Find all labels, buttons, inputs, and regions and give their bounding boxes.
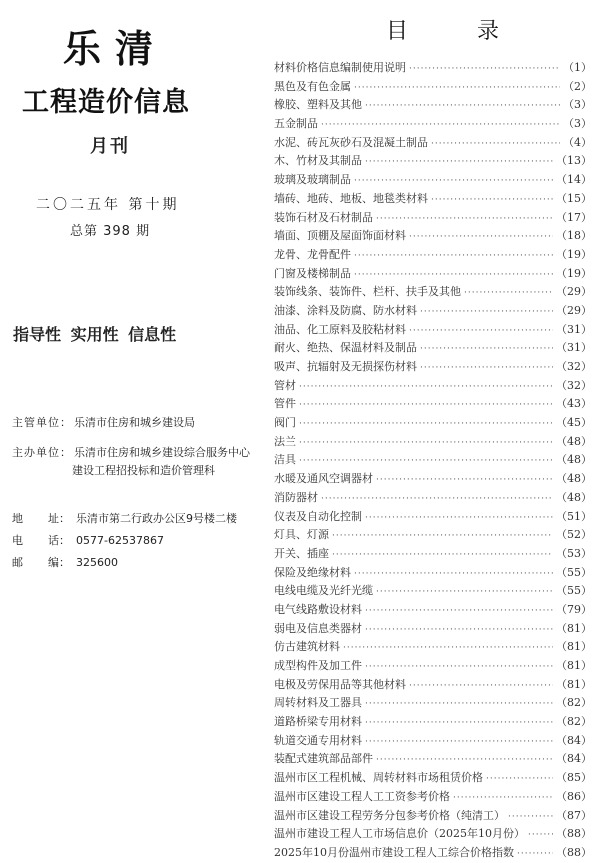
leader-dots: [420, 307, 553, 317]
publication-frequency: 月刊: [90, 136, 130, 157]
toc-entry-page: （48）: [556, 490, 592, 504]
toc-entry[interactable]: [274, 676, 592, 695]
toc-entry[interactable]: [274, 265, 592, 284]
leader-dots: [464, 288, 553, 298]
toc-entry-title: 装饰石材及石材制品: [274, 210, 373, 224]
toc-entry-title: 玻璃及玻璃制品: [274, 173, 351, 187]
toc-entry-title: 材料价格信息编制使用说明: [274, 61, 406, 74]
toc-entry-page: （81）: [556, 659, 592, 672]
toc-entry[interactable]: [274, 209, 592, 228]
toc-entry[interactable]: [274, 302, 592, 321]
toc-entry-title: 温州市区建设工程人工工资参考价格: [274, 789, 450, 803]
leader-dots: [365, 718, 553, 728]
toc-entry-title: 温州市区建设工程劳务分包参考价格（纯清工）: [274, 808, 505, 822]
address-info: [12, 510, 237, 526]
leader-dots: [365, 662, 553, 672]
toc-entry-page: （29）: [556, 303, 592, 317]
leader-dots: [299, 438, 553, 448]
toc-entry-page: （32）: [556, 378, 592, 392]
postcode-info: [12, 554, 118, 570]
toc-entry-title: 道路桥梁专用材料: [274, 715, 362, 729]
toc-entry-page: （3）: [563, 98, 592, 112]
leader-dots: [365, 625, 553, 635]
leader-dots: [321, 120, 560, 130]
toc-entry-title: 墙砖、地砖、地板、地毯类材料: [274, 191, 428, 205]
toc-entry[interactable]: [274, 283, 592, 302]
leader-dots: [431, 195, 553, 205]
toc-entry-page: （19）: [556, 266, 592, 280]
toc-entry-title: 黑色及有色金属: [274, 79, 351, 93]
toc-entry-page: （82）: [556, 696, 592, 710]
leader-dots: [365, 699, 553, 709]
toc-entry-page: （19）: [556, 247, 592, 261]
toc-entry-page: （53）: [556, 546, 592, 560]
toc-entry-page: （85）: [556, 771, 592, 785]
leader-dots: [299, 382, 553, 392]
toc-entry-page: （84）: [556, 752, 592, 766]
toc-entry-title: 吸声、抗辐射及无损探伤材料: [274, 360, 417, 373]
toc-entry-page: （14）: [556, 173, 592, 187]
toc-entry[interactable]: [274, 694, 592, 713]
toc-entry[interactable]: [274, 489, 592, 508]
toc-entry[interactable]: [274, 844, 592, 863]
toc-entry[interactable]: [274, 638, 592, 657]
supervisor-info: [12, 414, 195, 430]
toc-entry[interactable]: [274, 732, 592, 751]
toc-entry-page: （31）: [556, 322, 592, 336]
toc-entry-title: 温州市建设工程人工市场信息价（2025年10月份）: [274, 827, 525, 841]
toc-entry-title: 电线电缆及光纤光缆: [274, 584, 373, 598]
toc-entry-page: （29）: [556, 285, 592, 299]
toc-entry-page: （51）: [556, 509, 592, 523]
organizer-info: [12, 444, 250, 477]
postcode-value: 325600: [76, 556, 118, 569]
toc-entry-title: 周转材料及工器具: [274, 696, 362, 710]
toc-entry-page: （17）: [556, 210, 592, 224]
toc-entry-page: （2）: [563, 79, 592, 93]
toc-entry-title: 2025年10月份温州市建设工程人工综合价格指数: [274, 845, 514, 859]
phone-label-1: 电: [12, 534, 23, 547]
toc-entry-page: （43）: [556, 397, 592, 411]
postcode-label-1: 邮: [12, 556, 23, 569]
toc-entry[interactable]: [274, 227, 592, 246]
toc-entry-title: 五金制品: [274, 117, 318, 131]
toc-entry-page: （55）: [556, 565, 592, 579]
leader-dots: [453, 793, 553, 803]
toc-entry[interactable]: [274, 526, 592, 545]
address-label-2: 址：: [48, 512, 70, 525]
leader-dots: [365, 737, 553, 747]
toc-entry[interactable]: [274, 339, 592, 358]
toc-entry-page: （4）: [563, 135, 592, 149]
publication-subtitle: 工程造价信息: [22, 87, 190, 118]
leader-dots: [354, 83, 560, 93]
leader-dots: [528, 830, 553, 840]
supervisor-value: 乐清市住房和城乡建设局: [74, 416, 195, 429]
toc-entry-page: （55）: [556, 584, 592, 598]
toc-entry-title: 弱电及信息类器材: [274, 621, 362, 635]
toc-entry[interactable]: [274, 433, 592, 452]
toc-entry-page: （18）: [556, 229, 592, 243]
leader-dots: [354, 176, 553, 186]
toc-entry[interactable]: [274, 657, 592, 676]
toc-title: 目 录: [386, 19, 521, 44]
leader-dots: [486, 774, 553, 784]
leader-dots: [365, 157, 553, 167]
toc-entry-page: （48）: [556, 453, 592, 467]
toc-entry-title: 法兰: [274, 434, 296, 448]
toc-entry[interactable]: [274, 358, 592, 377]
toc-entry-page: （48）: [556, 472, 592, 486]
toc-entry[interactable]: [274, 601, 592, 620]
toc-entry-page: （88）: [556, 827, 592, 841]
leader-dots: [376, 587, 553, 597]
leader-dots: [332, 531, 553, 541]
issue-number: 二〇二五年 第十期: [36, 197, 180, 213]
toc-entry-title: 管材: [274, 378, 296, 392]
leader-dots: [409, 232, 553, 242]
organizer-value-line2: 建设工程招投标和造价管理科: [72, 464, 215, 477]
toc-entry[interactable]: [274, 171, 592, 190]
toc-entry[interactable]: [274, 508, 592, 527]
leader-dots: [321, 494, 553, 504]
toc-entry-title: 灯具、灯源: [274, 528, 329, 542]
toc-entry[interactable]: [274, 545, 592, 564]
toc-list: [274, 59, 592, 863]
toc-entry-title: 管件: [274, 397, 296, 411]
toc-entry[interactable]: [274, 825, 592, 844]
leader-dots: [299, 419, 553, 429]
toc-entry[interactable]: [274, 395, 592, 414]
toc-entry-page: （52）: [556, 528, 592, 542]
toc-entry-page: （84）: [556, 733, 592, 747]
leader-dots: [409, 64, 560, 74]
toc-entry-title: 阀门: [274, 416, 296, 430]
toc-entry-title: 洁具: [274, 453, 296, 467]
address-label-1: 地: [12, 512, 23, 525]
toc-entry-title: 轨道交通专用材料: [274, 733, 362, 747]
toc-entry-page: （79）: [556, 602, 592, 616]
toc-entry-title: 门窗及楼梯制品: [274, 266, 351, 280]
leader-dots: [409, 326, 553, 336]
leader-dots: [431, 139, 560, 149]
toc-entry[interactable]: [274, 152, 592, 171]
toc-entry-title: 电气线路敷设材料: [274, 602, 362, 616]
toc-entry-title: 装饰线条、装饰件、栏杆、扶手及其他: [274, 285, 461, 299]
toc-entry-title: 开关、插座: [274, 546, 329, 560]
toc-entry-title: 油品、化工原料及胶粘材料: [274, 322, 406, 336]
leader-dots: [517, 849, 553, 859]
toc-entry[interactable]: [274, 78, 592, 97]
toc-entry-page: （87）: [556, 808, 592, 822]
toc-entry-page: （48）: [556, 434, 592, 448]
phone-info: [12, 532, 164, 548]
toc-entry-page: （86）: [556, 789, 592, 803]
leader-dots: [365, 606, 553, 616]
toc-entry[interactable]: [274, 582, 592, 601]
leader-dots: [299, 400, 553, 410]
organizer-value-line1: 乐清市住房和城乡建设综合服务中心: [74, 446, 250, 459]
toc-entry[interactable]: [274, 321, 592, 340]
leader-dots: [365, 513, 553, 523]
toc-entry-title: 水暖及通风空调器材: [274, 472, 373, 486]
toc-entry[interactable]: [274, 750, 592, 769]
toc-entry-page: （15）: [556, 191, 592, 205]
leader-dots: [508, 812, 553, 822]
leader-dots: [343, 643, 553, 653]
toc-entry-title: 油漆、涂料及防腐、防水材料: [274, 303, 417, 317]
toc-entry-page: （82）: [556, 715, 592, 729]
leader-dots: [354, 270, 553, 280]
toc-entry-title: 电极及劳保用品等其他材料: [274, 677, 406, 691]
toc-entry-title: 温州市区工程机械、周转材料市场租赁价格: [274, 771, 483, 785]
toc-entry-title: 木、竹材及其制品: [274, 154, 362, 168]
leader-dots: [420, 344, 553, 354]
leader-dots: [376, 755, 553, 765]
slogan: 指导性 实用性 信息性: [13, 325, 177, 344]
leader-dots: [376, 475, 553, 485]
toc-entry-title: 仪表及自动化控制: [274, 509, 362, 523]
leader-dots: [354, 251, 553, 261]
toc-entry-title: 装配式建筑部品部件: [274, 752, 373, 766]
phone-value: 0577-62537867: [76, 534, 164, 547]
postcode-label-2: 编：: [48, 556, 70, 569]
total-issue-number: 总第 398 期: [70, 224, 151, 239]
toc-entry[interactable]: [274, 190, 592, 209]
phone-label-2: 话：: [48, 534, 70, 547]
toc-entry[interactable]: [274, 470, 592, 489]
toc-entry[interactable]: [274, 564, 592, 583]
toc-entry-page: （31）: [556, 341, 592, 355]
toc-entry-page: （1）: [563, 61, 592, 74]
toc-entry[interactable]: [274, 451, 592, 470]
toc-entry-page: （45）: [556, 416, 592, 430]
leader-dots: [365, 101, 560, 111]
cover-panel: [0, 0, 265, 862]
toc-entry-title: 橡胶、塑料及其他: [274, 98, 362, 112]
toc-entry[interactable]: [274, 788, 592, 807]
toc-entry[interactable]: [274, 414, 592, 433]
toc-entry-title: 龙骨、龙骨配件: [274, 247, 351, 261]
toc-entry-page: （3）: [563, 117, 592, 131]
organizer-label: 主办单位：: [12, 446, 72, 459]
toc-entry-title: 墙面、顶棚及屋面饰面材料: [274, 229, 406, 243]
toc-entry[interactable]: [274, 246, 592, 265]
toc-entry[interactable]: [274, 377, 592, 396]
toc-entry-title: 消防器材: [274, 490, 318, 504]
toc-entry-title: 保险及绝缘材料: [274, 565, 351, 579]
supervisor-label: 主管单位：: [12, 416, 72, 429]
publication-title: 乐清: [62, 27, 167, 71]
leader-dots: [332, 550, 553, 560]
toc-entry-page: （32）: [556, 360, 592, 373]
toc-entry-page: （81）: [556, 640, 592, 654]
toc-entry-title: 仿古建筑材料: [274, 640, 340, 654]
toc-entry[interactable]: [274, 713, 592, 732]
leader-dots: [354, 569, 553, 579]
leader-dots: [409, 681, 553, 691]
toc-entry-page: （81）: [556, 621, 592, 635]
toc-entry-page: （81）: [556, 677, 592, 691]
toc-entry-title: 耐火、绝热、保温材料及制品: [274, 341, 417, 355]
toc-entry[interactable]: [274, 96, 592, 115]
toc-entry[interactable]: [274, 134, 592, 153]
toc-entry[interactable]: [274, 620, 592, 639]
leader-dots: [299, 456, 553, 466]
table-of-contents: [268, 0, 598, 862]
toc-entry-title: 水泥、砖瓦灰砂石及混凝土制品: [274, 135, 428, 149]
leader-dots: [420, 363, 553, 373]
toc-entry[interactable]: [274, 807, 592, 826]
leader-dots: [376, 214, 553, 224]
toc-entry-title: 成型构件及加工件: [274, 659, 362, 672]
toc-entry[interactable]: [274, 59, 592, 78]
toc-entry[interactable]: [274, 769, 592, 788]
toc-entry-page: （88）: [556, 845, 592, 859]
toc-entry-page: （13）: [556, 154, 592, 168]
toc-entry[interactable]: [274, 115, 592, 134]
address-value: 乐清市第二行政办公区9号楼二楼: [76, 512, 237, 525]
